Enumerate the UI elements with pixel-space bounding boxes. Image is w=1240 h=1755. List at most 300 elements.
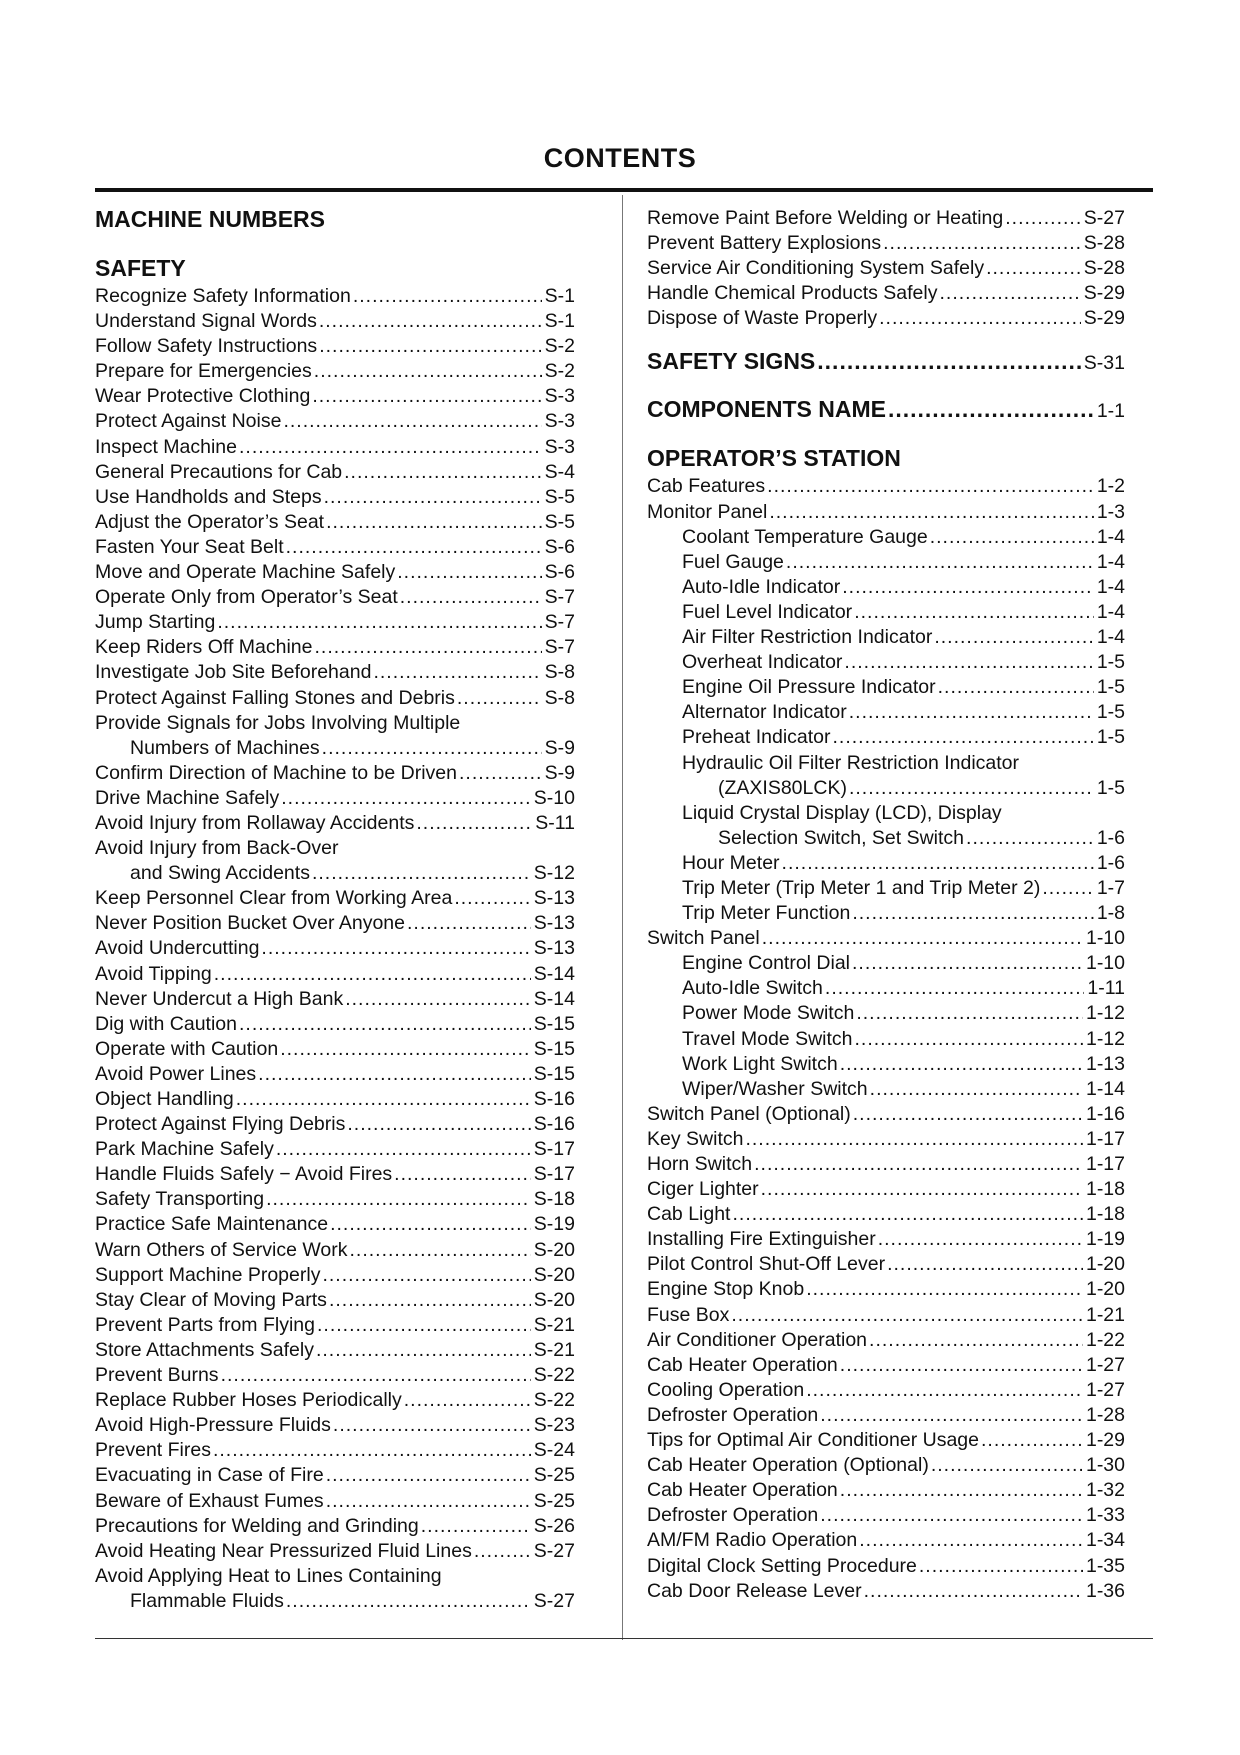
- toc-entry[interactable]: [95, 686, 575, 711]
- toc-entry[interactable]: [95, 711, 575, 736]
- dot-leader: [322, 736, 542, 761]
- toc-entry-title: Operate Only from Operator’s Seat: [95, 586, 398, 609]
- dot-leader: [833, 725, 1094, 750]
- toc-entry[interactable]: [95, 1037, 575, 1062]
- toc-entry-page: S-9: [544, 761, 575, 784]
- toc-entry[interactable]: [647, 725, 1125, 750]
- toc-entry-page: S-17: [533, 1138, 575, 1161]
- toc-entry-page: 1-30: [1085, 1454, 1125, 1477]
- dot-leader: [416, 811, 532, 836]
- toc-entry[interactable]: [647, 206, 1125, 231]
- dot-leader: [806, 1277, 1083, 1302]
- toc-entry-title: Cab Features: [647, 475, 766, 498]
- dot-leader: [817, 349, 1081, 374]
- toc-entry-page: S-29: [1083, 282, 1125, 305]
- toc-entry-page: 1-10: [1085, 927, 1125, 950]
- toc-entry[interactable]: [95, 585, 575, 610]
- toc-entry[interactable]: [95, 1187, 575, 1212]
- toc-entry-title: AM/FM Radio Operation: [647, 1529, 858, 1552]
- dot-leader: [459, 761, 542, 786]
- toc-entry[interactable]: [647, 1252, 1125, 1277]
- dot-leader: [786, 550, 1094, 575]
- toc-entry-title: Cab Door Release Lever: [647, 1579, 862, 1602]
- toc-entry[interactable]: [647, 500, 1125, 525]
- toc-entry-page: S-25: [533, 1464, 575, 1487]
- toc-entry-title: Drive Machine Safely: [95, 786, 280, 809]
- dot-leader: [852, 951, 1083, 976]
- toc-entry[interactable]: [647, 525, 1125, 550]
- toc-entry-page: S-20: [533, 1288, 575, 1311]
- toc-entry[interactable]: [647, 1102, 1125, 1127]
- toc-entry-page: 1-21: [1085, 1303, 1125, 1326]
- toc-entry-page: S-29: [1083, 307, 1125, 330]
- dot-leader: [870, 1077, 1083, 1102]
- toc-entry[interactable]: [647, 231, 1125, 256]
- toc-entry[interactable]: [647, 281, 1125, 306]
- toc-entry[interactable]: [95, 1338, 575, 1363]
- toc-entry[interactable]: [647, 801, 1125, 826]
- toc-entry[interactable]: [95, 334, 575, 359]
- dot-leader: [261, 936, 530, 961]
- spacer: [647, 379, 1125, 397]
- toc-entry-title: Selection Switch, Set Switch: [718, 826, 965, 849]
- toc-entry[interactable]: [647, 675, 1125, 700]
- toc-entry-page: 1-5: [1096, 726, 1125, 749]
- toc-entry-page: 1-4: [1096, 626, 1125, 649]
- toc-entry[interactable]: [95, 610, 575, 635]
- dot-leader: [454, 886, 530, 911]
- toc-entry-page: S-4: [544, 460, 575, 483]
- dot-leader: [326, 1489, 531, 1514]
- toc-entry-title: Fuel Level Indicator: [682, 600, 853, 623]
- toc-entry[interactable]: [95, 1589, 575, 1614]
- toc-entry-page: S-21: [533, 1338, 575, 1361]
- toc-entry-page: S-27: [1083, 207, 1125, 229]
- toc-entry-title: Prevent Battery Explosions: [647, 232, 882, 255]
- toc-entry[interactable]: [95, 1514, 575, 1539]
- toc-entry[interactable]: [95, 435, 575, 460]
- toc-entry[interactable]: [647, 625, 1125, 650]
- toc-entry-page: 1-3: [1096, 500, 1125, 523]
- dot-leader: [853, 1102, 1083, 1127]
- heading-safety[interactable]: SAFETY: [95, 255, 186, 281]
- toc-entry-title: Dispose of Waste Properly: [647, 307, 878, 330]
- dot-leader: [345, 987, 531, 1012]
- dot-leader: [849, 776, 1094, 801]
- toc-entry[interactable]: [95, 1238, 575, 1263]
- toc-entry-title: Engine Control Dial: [682, 952, 851, 975]
- dot-leader: [214, 962, 531, 987]
- toc-entry[interactable]: [95, 1263, 575, 1288]
- toc-entry[interactable]: [95, 962, 575, 987]
- dot-leader: [324, 485, 542, 510]
- toc-entry[interactable]: [647, 1052, 1125, 1077]
- toc-entry-title: Remove Paint Before Welding or Heating: [647, 207, 1004, 229]
- toc-entry-page: S-22: [533, 1389, 575, 1412]
- dot-leader: [859, 1528, 1083, 1553]
- toc-entry-title: Prevent Fires: [95, 1439, 211, 1462]
- dot-leader: [762, 926, 1083, 951]
- toc-entry[interactable]: [647, 926, 1125, 951]
- toc-entry[interactable]: [647, 1077, 1125, 1102]
- dot-leader: [888, 397, 1094, 422]
- toc-entry-title: Switch Panel (Optional): [647, 1102, 851, 1125]
- toc-entry-title: Avoid Applying Heat to Lines Containing: [95, 1564, 442, 1587]
- toc-entry-title: Coolant Temperature Gauge: [682, 525, 928, 548]
- toc-entry-page: 1-14: [1085, 1077, 1125, 1100]
- right-column: [647, 206, 1125, 1604]
- toc-entry-page: 1-6: [1096, 851, 1125, 874]
- toc-entry-title: Dig with Caution: [95, 1012, 237, 1035]
- toc-entry[interactable]: [647, 256, 1125, 281]
- toc-entry[interactable]: [647, 876, 1125, 901]
- heading-operators-station[interactable]: OPERATOR’S STATION: [647, 445, 901, 472]
- toc-entry-page: S-26: [533, 1514, 575, 1537]
- toc-entry[interactable]: [647, 1428, 1125, 1453]
- toc-entry-page: 1-5: [1096, 651, 1125, 674]
- toc-entry[interactable]: [95, 786, 575, 811]
- toc-entry[interactable]: [95, 535, 575, 560]
- dot-leader: [258, 1062, 531, 1087]
- toc-entry-title: Protect Against Falling Stones and Debris: [95, 686, 455, 709]
- toc-entry-page: 1-12: [1085, 1002, 1125, 1025]
- dot-leader: [286, 535, 542, 560]
- toc-entry-title: Work Light Switch: [682, 1052, 838, 1075]
- dot-leader: [782, 851, 1094, 876]
- toc-entry-page: 1-18: [1085, 1178, 1125, 1201]
- dot-leader: [326, 510, 542, 535]
- dot-leader: [731, 1303, 1083, 1328]
- toc-entry-page: S-28: [1083, 232, 1125, 255]
- toc-entry-title: Key Switch: [647, 1127, 744, 1150]
- toc-entry[interactable]: [647, 1554, 1125, 1579]
- toc-entry-page: S-3: [544, 435, 575, 458]
- toc-entry[interactable]: [647, 1528, 1125, 1553]
- toc-entry[interactable]: [647, 650, 1125, 675]
- toc-entry-page: S-25: [533, 1489, 575, 1512]
- toc-entry[interactable]: [647, 1478, 1125, 1503]
- footer-rule: [95, 1638, 1153, 1639]
- toc-entry[interactable]: [95, 1288, 575, 1313]
- toc-entry-page: S-16: [533, 1088, 575, 1110]
- toc-entry-title: Cab Heater Operation: [647, 1479, 838, 1502]
- toc-title: COMPONENTS NAME: [647, 396, 886, 423]
- dot-leader: [966, 826, 1094, 851]
- dot-leader: [938, 675, 1094, 700]
- dot-leader: [767, 474, 1094, 499]
- toc-entry-page: 1-20: [1085, 1278, 1125, 1301]
- toc-entry[interactable]: [95, 886, 575, 911]
- toc-entry-title: Practice Safe Maintenance: [95, 1213, 329, 1236]
- toc-entry-title: Avoid Undercutting: [95, 937, 260, 960]
- toc-entry-page: S-14: [533, 962, 575, 985]
- toc-entry[interactable]: [95, 1539, 575, 1564]
- dot-leader: [333, 1413, 531, 1438]
- toc-entry[interactable]: [95, 485, 575, 510]
- toc-entry[interactable]: [647, 1503, 1125, 1528]
- heading-machine-numbers[interactable]: MACHINE NUMBERS: [95, 206, 325, 232]
- toc-entry-title: Hydraulic Oil Filter Restriction Indicator: [682, 751, 1020, 774]
- toc-entry-title: Avoid Power Lines: [95, 1062, 257, 1085]
- dot-leader: [919, 1554, 1083, 1579]
- dot-leader: [825, 976, 1085, 1001]
- toc-entry[interactable]: [647, 1453, 1125, 1478]
- toc-entry[interactable]: [647, 1202, 1125, 1227]
- toc-entry-title: Wiper/Washer Switch: [682, 1077, 868, 1100]
- toc-entry[interactable]: [647, 751, 1125, 776]
- toc-entry[interactable]: [647, 575, 1125, 600]
- toc-entry-page: S-14: [533, 987, 575, 1010]
- toc-entry-page: 1-27: [1085, 1378, 1125, 1401]
- toc-entry-title: Recognize Safety Information: [95, 285, 351, 307]
- toc-entry[interactable]: [647, 306, 1125, 331]
- dot-leader: [761, 1177, 1083, 1202]
- toc-entry[interactable]: [95, 460, 575, 485]
- toc-entry-title: Defroster Operation: [647, 1403, 819, 1426]
- dot-leader: [930, 525, 1094, 550]
- toc-entry[interactable]: [647, 1403, 1125, 1428]
- toc-entry[interactable]: [95, 1489, 575, 1514]
- dot-leader: [820, 1403, 1083, 1428]
- spacer: [647, 427, 1125, 445]
- toc-entry[interactable]: [95, 1564, 575, 1589]
- toc-entry-title: Jump Starting: [95, 611, 216, 634]
- toc-entry-page: 1-2: [1096, 475, 1125, 498]
- toc-entry[interactable]: [95, 409, 575, 434]
- toc-entry[interactable]: [95, 1363, 575, 1388]
- toc-entry-title: Handle Chemical Products Safely: [647, 282, 938, 305]
- toc-entry-title: Ciger Lighter: [647, 1178, 759, 1201]
- dot-leader: [326, 1463, 531, 1488]
- toc-entry-page: S-18: [533, 1188, 575, 1211]
- toc-entry-page: 1-34: [1085, 1529, 1125, 1552]
- toc-entry-page: 1-13: [1085, 1052, 1125, 1075]
- toc-entry[interactable]: [647, 1277, 1125, 1302]
- toc-entry-title: Fuse Box: [647, 1303, 730, 1326]
- toc-entry-title: Replace Rubber Hoses Periodically: [95, 1389, 402, 1412]
- toc-entry[interactable]: [95, 1413, 575, 1438]
- toc-entry-title: Installing Fire Extinguisher: [647, 1228, 876, 1251]
- toc-entry[interactable]: [95, 510, 575, 535]
- toc-entry[interactable]: [95, 736, 575, 761]
- dot-leader: [854, 600, 1094, 625]
- dot-leader: [1042, 876, 1094, 901]
- toc-entry[interactable]: [647, 474, 1125, 499]
- toc-entry-title: Service Air Conditioning System Safely: [647, 257, 985, 280]
- toc-entry-page: S-9: [544, 736, 575, 759]
- toc-entry-page: S-13: [533, 887, 575, 910]
- toc-entry[interactable]: [95, 1438, 575, 1463]
- toc-entry[interactable]: [95, 1212, 575, 1237]
- dot-leader: [842, 575, 1094, 600]
- toc-entry[interactable]: [647, 951, 1125, 976]
- toc-entry-title: Monitor Panel: [647, 500, 768, 523]
- toc-entry[interactable]: [95, 811, 575, 836]
- toc-entry-title: Safety Transporting: [95, 1188, 265, 1211]
- dot-leader: [217, 610, 541, 635]
- toc-entry[interactable]: [95, 635, 575, 660]
- toc-entry-title: Fasten Your Seat Belt: [95, 535, 284, 558]
- toc-entry-title: Digital Clock Setting Procedure: [647, 1554, 917, 1577]
- toc-entry-page: S-7: [544, 611, 575, 634]
- dot-leader: [344, 460, 542, 485]
- toc-entry-page: 1-36: [1085, 1579, 1125, 1602]
- toc-entry[interactable]: [95, 359, 575, 384]
- toc-entry[interactable]: [95, 861, 575, 886]
- left-column: [95, 206, 575, 1614]
- toc-entry[interactable]: [95, 987, 575, 1012]
- dot-leader: [869, 1328, 1083, 1353]
- toc-entry-title: Adjust the Operator’s Seat: [95, 510, 325, 533]
- toc-entry[interactable]: [95, 1388, 575, 1413]
- toc-entry-page: 1-33: [1085, 1504, 1125, 1527]
- toc-entry[interactable]: [647, 1127, 1125, 1152]
- toc-entry-title: Engine Stop Knob: [647, 1278, 805, 1301]
- toc-entry[interactable]: [647, 1303, 1125, 1328]
- toc-entry-page: 1-5: [1096, 776, 1125, 799]
- toc-entry-title: Keep Personnel Clear from Working Area: [95, 887, 453, 910]
- dot-leader: [236, 1087, 531, 1112]
- toc-entry-title: Never Position Bucket Over Anyone: [95, 912, 405, 935]
- toc-entry-page: 1-11: [1087, 977, 1125, 1000]
- toc-entry-page: S-15: [533, 1037, 575, 1060]
- toc-entry-title: Avoid Injury from Back-Over: [95, 837, 339, 860]
- dot-leader: [855, 1027, 1083, 1052]
- toc-entry-page: S-19: [533, 1213, 575, 1236]
- toc-entry-title: Avoid Injury from Rollaway Accidents: [95, 811, 415, 834]
- toc-entry-page: 1-22: [1085, 1328, 1125, 1351]
- toc-entry[interactable]: [647, 1328, 1125, 1353]
- toc-entry-title: Cab Heater Operation (Optional): [647, 1454, 929, 1477]
- toc-entry-title: Use Handholds and Steps: [95, 485, 322, 508]
- toc-entry-title: Avoid Tipping: [95, 962, 212, 985]
- toc-entry-page: S-27: [533, 1539, 575, 1562]
- toc-entry[interactable]: [647, 600, 1125, 625]
- toc-entry[interactable]: [95, 384, 575, 409]
- toc-entry-title: Pilot Control Shut-Off Lever: [647, 1253, 886, 1276]
- toc-entry-title: Trip Meter (Trip Meter 1 and Trip Meter 2): [682, 876, 1041, 899]
- toc-entry-title: Cab Heater Operation: [647, 1353, 838, 1376]
- heading-safety-signs[interactable]: [647, 349, 1125, 379]
- dot-leader: [276, 1137, 531, 1162]
- toc-entry-title: Store Attachments Safely: [95, 1338, 314, 1361]
- toc-entry[interactable]: [647, 851, 1125, 876]
- dot-leader: [457, 686, 542, 711]
- toc-entry-page: 1-6: [1096, 826, 1125, 849]
- toc-entry-title: Power Mode Switch: [682, 1002, 855, 1025]
- toc-entry[interactable]: [647, 550, 1125, 575]
- toc-entry[interactable]: [95, 660, 575, 685]
- dot-leader: [283, 409, 541, 434]
- dot-leader: [879, 306, 1081, 331]
- dot-leader: [769, 500, 1093, 525]
- toc-entry[interactable]: [95, 1463, 575, 1488]
- toc-entry-page: 1-17: [1085, 1153, 1125, 1175]
- toc-entry-title: Beware of Exhaust Fumes: [95, 1489, 324, 1512]
- toc-entry[interactable]: [647, 1227, 1125, 1252]
- column-divider: [622, 195, 623, 1640]
- dot-leader: [934, 625, 1093, 650]
- toc-entry[interactable]: [647, 1152, 1125, 1177]
- toc-entry[interactable]: [95, 1313, 575, 1338]
- toc-entry-title: Alternator Indicator: [682, 701, 847, 724]
- safety-continued-list: [647, 206, 1125, 331]
- toc-entry[interactable]: [95, 1112, 575, 1137]
- toc-entry[interactable]: [95, 836, 575, 861]
- toc-entry[interactable]: [647, 1579, 1125, 1604]
- toc-entry[interactable]: [95, 1062, 575, 1087]
- toc-entry-page: 1-19: [1085, 1228, 1125, 1251]
- toc-entry-page: 1-16: [1085, 1102, 1125, 1125]
- toc-entry-title: Move and Operate Machine Safely: [95, 561, 396, 584]
- heading-components-name[interactable]: [647, 397, 1125, 427]
- toc-entry-page: 1-5: [1096, 701, 1125, 724]
- toc-entry-page: 1-12: [1085, 1027, 1125, 1050]
- dot-leader: [1005, 206, 1081, 231]
- toc-entry[interactable]: [95, 284, 575, 309]
- toc-entry[interactable]: [647, 776, 1125, 801]
- toc-entry-title: Confirm Direction of Machine to be Driven: [95, 761, 457, 784]
- dot-leader: [349, 1238, 530, 1263]
- toc-entry-page: S-3: [544, 410, 575, 433]
- toc-entry[interactable]: [95, 560, 575, 585]
- toc-entry-page: 1-4: [1096, 600, 1125, 623]
- toc-entry-title: Cab Light: [647, 1203, 731, 1226]
- toc-entry[interactable]: [647, 1027, 1125, 1052]
- toc-entry-title: and Swing Accidents: [130, 862, 310, 885]
- toc-entry[interactable]: [95, 309, 575, 334]
- toc-entry-title: Engine Oil Pressure Indicator: [682, 676, 936, 699]
- toc-entry-title: Flammable Fluids: [130, 1589, 284, 1612]
- toc-entry-page: 1-4: [1096, 550, 1125, 573]
- toc-entry-page: S-13: [533, 937, 575, 960]
- toc-entry-page: 1-18: [1085, 1203, 1125, 1226]
- dot-leader: [400, 585, 542, 610]
- toc-entry-page: S-23: [533, 1414, 575, 1437]
- toc-entry[interactable]: [95, 911, 575, 936]
- toc-entry[interactable]: [647, 1177, 1125, 1202]
- dot-leader: [931, 1453, 1083, 1478]
- toc-entry-title: Understand Signal Words: [95, 310, 317, 333]
- dot-leader: [281, 786, 531, 811]
- toc-entry-page: S-28: [1083, 257, 1125, 280]
- toc-entry[interactable]: [647, 826, 1125, 851]
- toc-entry[interactable]: [95, 1087, 575, 1112]
- toc-entry-page: S-8: [544, 686, 575, 709]
- toc-entry-title: Avoid High-Pressure Fluids: [95, 1414, 331, 1437]
- dot-leader: [373, 660, 541, 685]
- toc-entry[interactable]: [95, 1012, 575, 1037]
- toc-entry-page: S-11: [535, 811, 575, 834]
- toc-entry-title: Horn Switch: [647, 1153, 753, 1175]
- toc-entry[interactable]: [647, 976, 1125, 1001]
- dot-leader: [347, 1112, 530, 1137]
- toc-entry-page: S-5: [544, 510, 575, 533]
- toc-entry[interactable]: [95, 1162, 575, 1187]
- toc-entry[interactable]: [647, 1353, 1125, 1378]
- dot-leader: [806, 1378, 1083, 1403]
- page-title: CONTENTS: [543, 143, 697, 173]
- toc-entry-title: Precautions for Welding and Grinding: [95, 1514, 419, 1537]
- toc-entry[interactable]: [647, 700, 1125, 725]
- dot-leader: [844, 650, 1093, 675]
- toc-entry[interactable]: [95, 1137, 575, 1162]
- toc-entry[interactable]: [647, 1378, 1125, 1403]
- toc-entry[interactable]: [95, 936, 575, 961]
- toc-entry[interactable]: [647, 901, 1125, 926]
- toc-entry[interactable]: [95, 761, 575, 786]
- toc-entry[interactable]: [647, 1001, 1125, 1026]
